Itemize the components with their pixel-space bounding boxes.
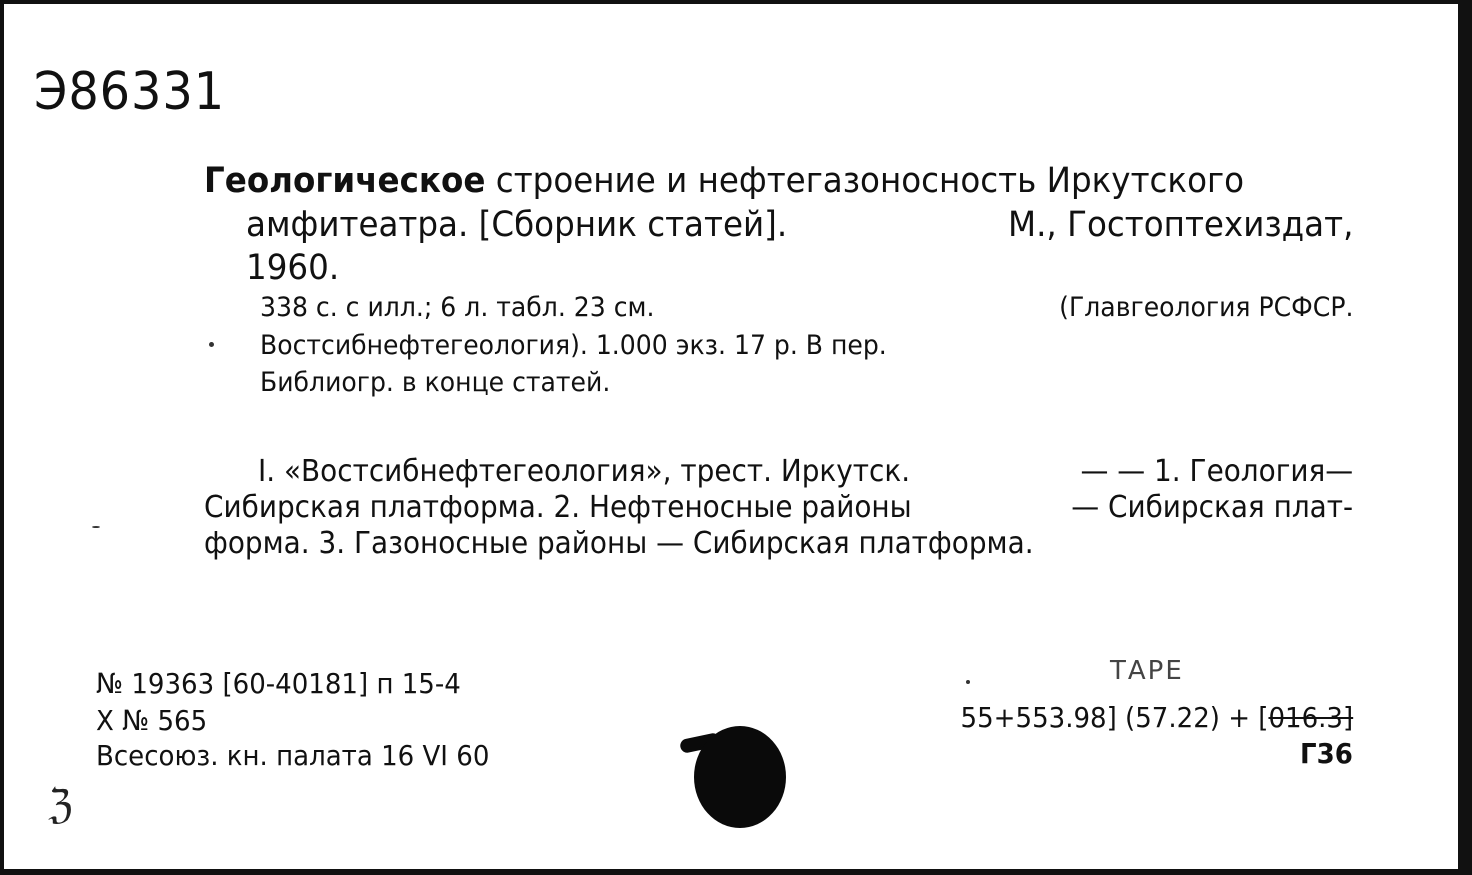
subjects-line-3: форма. 3. Газоносные районы — Сибирская платформа. <box>204 526 1034 561</box>
subjects-line-1-left: I. «Востсибнефтегеология», трест. Иркутск. <box>258 454 911 489</box>
subjects-line-2-right: — Сибирская плат- <box>1071 490 1353 525</box>
description-line-2: Востсибнефтегеология). 1.000 экз. 17 р. В пер. <box>260 330 887 361</box>
stamp-mark: ТАРЕ <box>1110 656 1184 686</box>
classification-index <box>960 702 1353 734</box>
footer-line-3: Всесоюз. кн. палата 16 VI 60 <box>96 739 490 772</box>
title-line-1-rest: строение и нефтегазоносность Иркутского <box>485 161 1245 201</box>
title-line-2-right: М., Гостоптехиздат, <box>1007 205 1353 245</box>
speck <box>92 526 100 528</box>
speck <box>209 342 214 347</box>
title-line-2-left: амфитеатра. [Сборник статей]. <box>246 205 788 245</box>
subjects-line-1-right: — — 1. Геология— <box>1080 454 1353 489</box>
title-line-3: 1960. <box>246 248 340 288</box>
author-mark: Г36 <box>1300 737 1353 770</box>
description-line-1-left: 338 с. с илл.; 6 л. табл. 23 см. <box>260 292 655 323</box>
punch-hole <box>694 726 786 828</box>
title-line-1 <box>204 161 1244 201</box>
accession-digits: 86331 <box>68 62 226 122</box>
accession-prefix: Э <box>34 62 69 122</box>
description-line-1-right: (Главгеология РСФСР. <box>1058 292 1353 323</box>
accession-number <box>34 62 225 122</box>
footer-line-2: Х № 565 <box>96 704 208 737</box>
title-bold-word: Геологическое <box>204 161 486 201</box>
footer-line-1: № 19363 [60-40181] п 15-4 <box>96 667 461 700</box>
classification-struck: 016.3] <box>1268 701 1353 734</box>
corner-scribble-icon: ℨ <box>48 782 73 828</box>
classification-text: 55+553.98] (57.22) + [ <box>960 701 1269 734</box>
speck <box>966 680 970 684</box>
subjects-line-2-left: Сибирская платформа. 2. Нефтеносные районы <box>204 490 912 525</box>
description-line-3: Библиогр. в конце статей. <box>260 367 611 398</box>
